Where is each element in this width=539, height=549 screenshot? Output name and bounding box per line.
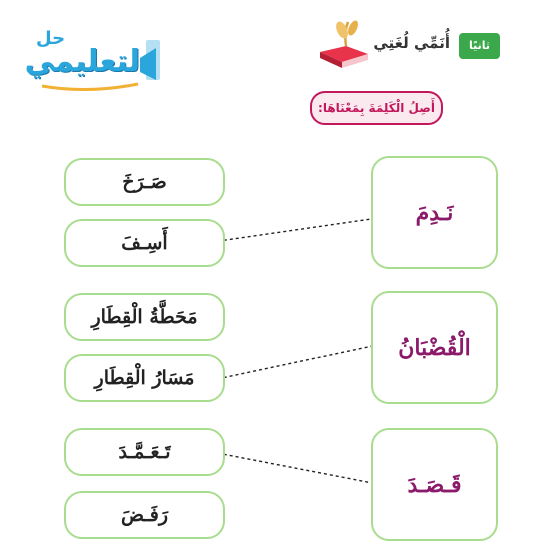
option-2-2-text: مَسَارُ الْقِطَارِ xyxy=(94,367,195,389)
option-2-1-text: مَحَطَّةُ الْقِطَارِ xyxy=(91,306,198,328)
option-3-1[interactable] xyxy=(64,428,225,476)
logo-small-text: حل xyxy=(36,28,66,49)
target-word-2-text: الْقُضْبَانُ xyxy=(398,334,471,361)
option-1-2-text: أَسِـفَ xyxy=(121,232,168,254)
option-3-1-text: تَـعَـمَّـدَ xyxy=(118,441,171,463)
section-badge: ثانيًا xyxy=(459,33,500,59)
target-word-3-text: قَـصَـدَ xyxy=(407,471,462,498)
option-3-2-text: رَفَـضَ xyxy=(120,504,169,526)
section-title: أُنَمِّي لُغَتِي xyxy=(373,34,450,52)
match-line-1 xyxy=(212,216,392,242)
match-line-3 xyxy=(212,452,388,486)
option-2-1[interactable] xyxy=(64,293,225,341)
option-2-2[interactable] xyxy=(64,354,225,402)
logo-text: لتعليمي xyxy=(24,44,140,79)
target-word-1[interactable] xyxy=(371,156,498,269)
target-word-2[interactable] xyxy=(371,291,498,404)
option-1-2[interactable] xyxy=(64,219,225,267)
option-1-1-text: صَـرَخَ xyxy=(122,171,167,193)
match-line-2 xyxy=(212,344,382,380)
instruction-label: أَصِلُ الْكَلِمَةَ بِمَعْنَاهَا: xyxy=(310,91,443,125)
target-word-3[interactable] xyxy=(371,428,498,541)
target-word-1-text: نَـدِمَ xyxy=(415,199,454,226)
option-3-2[interactable] xyxy=(64,491,225,539)
option-1-1[interactable] xyxy=(64,158,225,206)
